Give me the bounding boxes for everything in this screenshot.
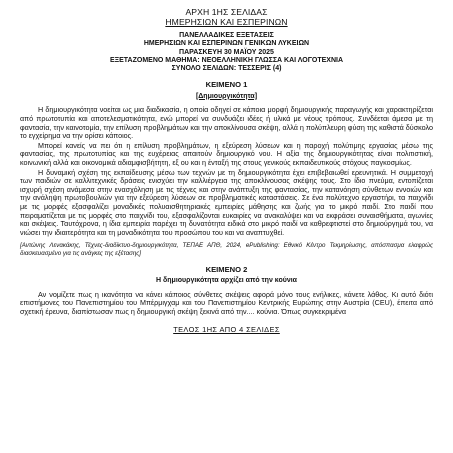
text1-body [20,106,433,237]
page-footer: ΤΕΛΟΣ 1ΗΣ ΑΠΟ 4 ΣΕΛΙΔΕΣ [173,324,280,334]
exam-type-label: ΗΜΕΡΗΣΙΩΝ ΚΑΙ ΕΣΠΕΡΙΝΩΝ [165,16,288,27]
text2-paragraph: Αν νομίζετε πως η ικανότητα να κάνει κάποιος σύνθετες σκέψεις αφορά μόνο τους ενήλικες, κάνετε λάθος. Κι αυτό διότι επιστήμονες του Πανεπιστημίου του Μπέρμιγχαμ και του Πανεπιστημίου Κεντρικής Ευρώπης στην Αυστρία (CEU), έπειτα από σχετική έρευνα, διαπίστωσαν πως η δημιουργική σκέψη ξεκινά από την.... κούνια. Όπως συγκεκριμένα [20,289,433,317]
text1-subtitle-text: [Δημιουργικότητα] [195,92,258,100]
text1-title: ΚΕΙΜΕΝΟ 1 [205,80,248,90]
exam-name: ΠΑΝΕΛΛΑΔΙΚΕΣ ΕΞΕΤΑΣΕΙΣ [179,32,274,40]
text1-paragraph: Μπορεί κανείς να πει ότι η επίλυση προβλημάτων, η εξεύρεση λύσεων και η παροχή πολύτιμης εργασίας μέσω της φαντασίας, της πρωτοτυπίας και της ευχέρειας απαιτούν δημιουργικό νου. Η αξία της δημιουργικότητας είναι πολιτιστική, κοινωνική αλλά και οικονομικά αδιαμφισβήτητη, εξ ου και η ένταξή της στους γενικούς εκπαιδευτικούς στόχους παγκοσμίως. [20,140,433,167]
text2-title: ΚΕΙΜΕΝΟ 2 [205,264,248,274]
exam-info [20,32,433,73]
text1-source: [Αντώνης Λενακάκης, Τέχνες-διαδίκτυο-δημιουργικότητα, ΤΕΠΑΕ ΑΠΘ, 2024, ePublishing: Εθνικό Κέντρο Τεκμηρίωσης, απόσπασμα ελαφρώς διασκευασμένο για τις ανάγκες της εξέτασης] [20,242,433,257]
page-count: ΣΥΝΟΛΟ ΣΕΛΙΔΩΝ: ΤΕΣΣΕΡΙΣ (4) [171,65,282,72]
school-type: ΗΜΕΡΗΣΙΩΝ ΚΑΙ ΕΣΠΕΡΙΝΩΝ ΓΕΝΙΚΩΝ ΛΥΚΕΙΩΝ [143,40,310,48]
text2-subtitle: Η δημιουργικότητα αρχίζει από την κούνια [156,277,297,285]
page-header [20,8,433,27]
exam-subject: ΕΞΕΤΑΖΟΜΕΝΟ ΜΑΘΗΜΑ: ΝΕΟΕΛΛΗΝΙΚΗ ΓΛΩΣΣΑ ΚΑΙ ΛΟΓΟΤΕΧΝΙΑ [109,56,344,64]
text1-paragraph: Η δημιουργικότητα νοείται ως μια διαδικασία, η οποία οδηγεί σε κάποια μορφή δημιουργικής παραγωγής και χαρακτηρίζεται από πρωτοτυπία και αποτελεσματικότητα, ενώ μπορεί να συνδυάζει ιδέες ή υλικά με νέους τρόπους. Συνδέεται άμεσα με τη φαντασία, την καινοτομία, την επίλυση προβλημάτων και την αποκλίνουσα σκέψη, αλλά η πολύπλευρη φύση της καθιστά δύσκολο το εγχείρημα να την ορίσει κάποιος. [20,105,433,141]
text1-subtitle [20,93,433,102]
text1-paragraph: Η δυναμική σχέση της εκπαίδευσης μέσω των τεχνών με τη δημιουργικότητα έχει επιβεβαιωθεί ερευνητικά. Η συμμετοχή των παιδιών σε καλλιτεχνικές δράσεις ενισχύει την καλλιέργεια της αποκλίνουσας σκέψης τους. Στο ίδιο πνεύμα, εντοπίζεται ισχυρή σχέση ανάμεσα στην ενασχόληση με τις τέχνες και στην ανάπτυξη της φαντασίας, την κατανόηση σύνθετων εννοιών και την ανάληψη πρωτοβουλιών για την εξεύρεση λύσεων σε προβληματικές καταστάσεις. Σε ένα πολύτεχνο εργαστήρι, τα παιχνίδι με τις μορφές εξασφαλίζει μοναδικές πολυαισθητηριακές εμπειρίες μάθησης και ζωής για το μικρό παιδί. Στο παιδί που πειραματίζεται με τις μορφές στο παιχνίδι του, εξασφαλίζονται ευκαιρίες να ανακαλύψει και να εκφράσει συναισθήματα, αγωνίες και σκέψεις. Ταυτόχρονα, η ίδια εμπειρία παρέχει τη δυνατότητα ειδικά στο μικρό παιδί να καθρεφτιστεί στο δημιούργημά του, να νιώσει την ιδιαιτερότητα και τη μοναδικότητα του προσώπου του και να αναπτυχθεί. [20,167,433,237]
page-start-label: ΑΡΧΗ 1ΗΣ ΣΕΛΙΔΑΣ [185,7,268,17]
text2-body [20,291,433,317]
exam-date: ΠΑΡΑΣΚΕΥΗ 30 ΜΑΪΟΥ 2025 [179,48,274,56]
